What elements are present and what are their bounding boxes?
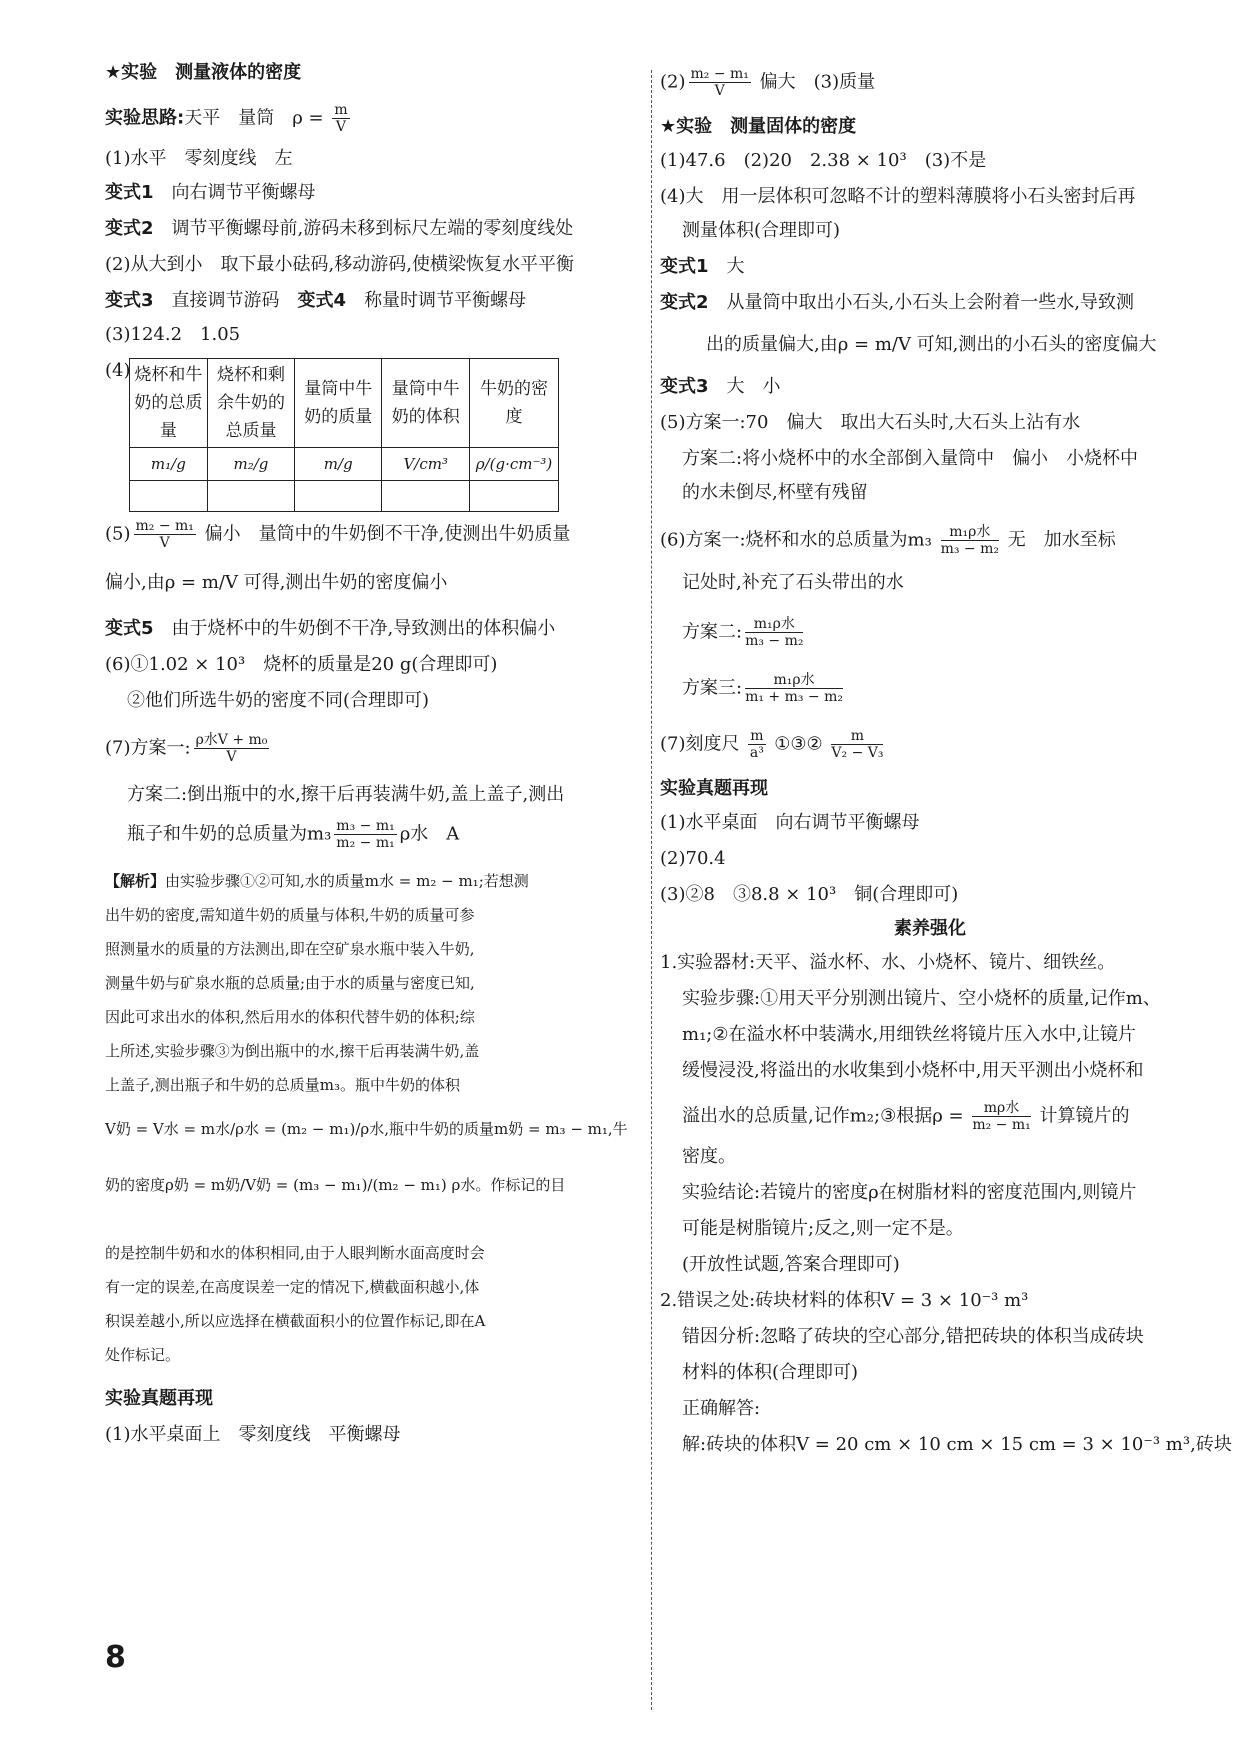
literacy-line: 密度。 (682, 1146, 736, 1167)
table-unit: V/cm³ (382, 448, 470, 481)
answer-line-r9: (5)方案一:70 偏大 取出大石头时,大石头上沾有水 (660, 412, 1081, 433)
column-divider (651, 70, 652, 1710)
experiment-title-liquid: ★实验 测量液体的密度 (105, 62, 302, 83)
page-number: 8 (105, 1640, 126, 1675)
answer-line-1: (1)水平 零刻度线 左 (105, 148, 293, 169)
analysis-line: 上盖子,测出瓶子和牛奶的总质量m₃。瓶中牛奶的体积 (105, 1076, 461, 1094)
data-table (129, 358, 559, 512)
analysis-line: 奶的密度ρ奶 = m奶/V奶 = (m₃ − m₁)/(m₂ − m₁) ρ水。作标记的目 (105, 1176, 566, 1194)
table-unit-row (130, 448, 559, 481)
real-exam-answer: (1)水平桌面 向右调节平衡螺母 (660, 812, 920, 833)
analysis-line: 的是控制牛奶和水的体积相同,由于人眼判断水面高度时会 (105, 1244, 485, 1262)
answer-line-r1: (2) $\frac{\text{m₂ − m₁}}{V}$ 偏大 (3)质量 (660, 66, 876, 99)
variant-5: 变式5 由于烧杯中的牛奶倒不干净,导致测出的体积偏小 (105, 618, 556, 639)
formula-m-over-v: $\frac{m}{V}$ (334, 102, 348, 135)
section-title-real-exam: 实验真题再现 (660, 778, 768, 799)
literacy-line: 2.错误之处:砖块材料的体积V = 3 × 10⁻³ m³ (660, 1290, 1029, 1311)
analysis-line: 积误差越小,所以应选择在横截面积小的位置作标记,即在A (105, 1312, 486, 1330)
variant-1: 变式1 大 (660, 256, 745, 277)
literacy-line: 溢出水的总质量,记作m₂;③根据ρ = $\frac{\text{mρ水}}{\text{m₂ − m₁}}$ 计算镜片的 (682, 1100, 1130, 1133)
analysis-line: 测量牛奶与矿泉水瓶的总质量;由于水的质量与密度已知, (105, 974, 475, 992)
answer-line-r3: (4)大 用一层体积可忽略不计的塑料薄膜将小石头密封后再 (660, 186, 1136, 207)
literacy-line: 正确解答: (682, 1398, 761, 1419)
analysis-line: 上所述,实验步骤③为倒出瓶中的水,擦干后再装满牛奶,盖 (105, 1042, 480, 1060)
literacy-line: 可能是树脂镜片;反之,则一定不是。 (682, 1218, 964, 1239)
answer-line-3: (3)124.2 1.05 (105, 324, 241, 345)
variant-1: 变式1 向右调节平衡螺母 (105, 182, 316, 203)
real-exam-answer: (2)70.4 (660, 848, 726, 869)
variant-3-4: 变式3 直接调节游码 变式4 称量时调节平衡螺母 (105, 290, 527, 311)
literacy-line: 实验结论:若镜片的密度ρ在树脂材料的密度范围内,则镜片 (682, 1182, 1137, 1203)
answer-line-6b: ②他们所选牛奶的密度不同(合理即可) (127, 690, 430, 711)
idea-text: 天平 量筒 ρ = (184, 107, 324, 129)
variant-3: 变式3 大 小 (660, 376, 781, 397)
formula-fraction: $\frac{\text{m₂ − m₁}}{V}$ (690, 66, 749, 99)
analysis-line: 因此可求出水的体积,然后用水的体积代替牛奶的体积;综 (105, 1008, 475, 1026)
literacy-line: m₁;②在溢水杯中装满水,用细铁丝将镜片压入水中,让镜片 (682, 1024, 1136, 1045)
analysis-line: 有一定的误差,在高度误差一定的情况下,横截面积越小,体 (105, 1278, 480, 1296)
answer-line-r11: 的水未倒尽,杯壁有残留 (682, 482, 868, 503)
formula-fraction: $\frac{m}{\text{V₂ − V₃}}$ (831, 728, 884, 761)
literacy-line: 缓慢浸没,将溢出的水收集到小烧杯中,用天平测出小烧杯和 (682, 1060, 1144, 1081)
answer-line-4-label: (4) (105, 360, 131, 381)
experiment-idea (105, 102, 353, 135)
real-exam-answer: (3)②8 ③8.8 × 10³ 铜(合理即可) (660, 884, 959, 905)
analysis-line: 照测量水的质量的方法测出,即在空矿泉水瓶中装入牛奶, (105, 940, 475, 958)
literacy-line: (开放性试题,答案合理即可) (682, 1254, 900, 1275)
idea-label: 实验思路: (105, 107, 185, 129)
table-header: 烧杯和剩余牛奶的总质量 (207, 359, 294, 448)
answer-line-r15: 方案三: $\frac{\text{m₁ρ水}}{\text{m₁ + m₃ − m₂}}$ (682, 672, 844, 705)
answer-line-5: (5) $\frac{\text{m₂ − m₁}}{V}$ 偏小 量筒中的牛奶倒不干净,使测出牛奶质量 (105, 518, 571, 551)
table-header: 牛奶的密度 (470, 359, 559, 448)
experiment-title-solid: ★实验 测量固体的密度 (660, 116, 857, 137)
answer-line-2: (2)从大到小 取下最小砝码,移动游码,使横梁恢复水平平衡 (105, 254, 574, 275)
formula-fraction: $\frac{\text{ρ水V + m₀}}{V}$ (195, 732, 268, 765)
answer-line-r16: (7)刻度尺 $\frac{m}{\text{a³}}$ ①③② $\frac{m}{\text{V₂ − V₃}}$ (660, 728, 884, 761)
answer-line-r14: 方案二: $\frac{\text{m₁ρ水}}{\text{m₃ − m₂}}$ (682, 616, 804, 649)
answer-line-r4: 测量体积(合理即可) (682, 220, 841, 241)
variant-2: 变式2 调节平衡螺母前,游码未移到标尺左端的零刻度线处 (105, 218, 574, 239)
formula-fraction: $\frac{\text{m₁ρ水}}{\text{m₃ − m₂}}$ (745, 616, 804, 649)
literacy-line: 实验步骤:①用天平分别测出镜片、空小烧杯的质量,记作m、 (682, 988, 1161, 1009)
table-unit: m₁/g (130, 448, 208, 481)
table-unit: m₂/g (207, 448, 294, 481)
table-unit: m/g (295, 448, 382, 481)
formula-fraction: $\frac{\text{m₁ρ水}}{\text{m₁ + m₃ − m₂}}$ (745, 672, 844, 705)
answer-line-5b: 偏小,由ρ = m/V 可得,测出牛奶的密度偏小 (105, 572, 448, 593)
table-empty-row (130, 481, 559, 512)
formula-fraction: $\frac{\text{m₂ − m₁}}{V}$ (135, 518, 194, 551)
real-exam-answer-1: (1)水平桌面上 零刻度线 平衡螺母 (105, 1424, 401, 1445)
formula-fraction: $\frac{\text{m₁ρ水}}{\text{m₃ − m₂}}$ (940, 524, 999, 557)
answer-line-r13: 记处时,补充了石头带出的水 (682, 572, 904, 593)
literacy-line: 错因分析:忽略了砖块的空心部分,错把砖块的体积当成砖块 (682, 1326, 1144, 1347)
analysis-line: 处作标记。 (105, 1346, 181, 1364)
variant-2b: 出的质量偏大,由ρ = m/V 可知,测出的小石头的密度偏大 (706, 334, 1157, 355)
analysis-line: 【解析】由实验步骤①②可知,水的质量m水 = m₂ − m₁;若想测 (105, 872, 529, 890)
answer-line-7b: 方案二:倒出瓶中的水,擦干后再装满牛奶,盖上盖子,测出 (127, 784, 565, 805)
answer-line-6: (6)①1.02 × 10³ 烧杯的质量是20 g(合理即可) (105, 654, 498, 675)
variant-2: 变式2 从量筒中取出小石头,小石头上会附着一些水,导致测 (660, 292, 1134, 313)
literacy-line: 解:砖块的体积V = 20 cm × 10 cm × 15 cm = 3 × 10⁻³ m³,砖块 (682, 1434, 1232, 1455)
table-header: 烧杯和牛奶的总质量 (130, 359, 208, 448)
table-header: 量筒中牛奶的体积 (382, 359, 470, 448)
formula-fraction: $\frac{m}{\text{a³}}$ (749, 728, 764, 761)
literacy-line: 材料的体积(合理即可) (682, 1362, 859, 1383)
answer-line-r10: 方案二:将小烧杯中的水全部倒入量筒中 偏小 小烧杯中 (682, 448, 1139, 469)
section-title-literacy: 素养强化 (894, 918, 966, 939)
table-unit: ρ/(g·cm⁻³) (470, 448, 559, 481)
formula-fraction: $\frac{\text{mρ水}}{\text{m₂ − m₁}}$ (972, 1100, 1031, 1133)
literacy-line: 1.实验器材:天平、溢水杯、水、小烧杯、镜片、细铁丝。 (660, 952, 1116, 973)
table-header-row (130, 359, 559, 448)
table-header: 量筒中牛奶的质量 (295, 359, 382, 448)
answer-line-r2: (1)47.6 (2)20 2.38 × 10³ (3)不是 (660, 150, 987, 171)
analysis-line: 出牛奶的密度,需知道牛奶的质量与体积,牛奶的质量可参 (105, 906, 475, 924)
formula-fraction: $\frac{\text{m₃ − m₁}}{\text{m₂ − m₁}}$ (336, 818, 395, 851)
analysis-line: V奶 = V水 = m水/ρ水 = (m₂ − m₁)/ρ水,瓶中牛奶的质量m奶 = m₃ − m₁,牛 (105, 1120, 628, 1138)
answer-line-7: (7)方案一: $\frac{\text{ρ水V + m₀}}{V}$ (105, 732, 268, 765)
answer-line-7c: 瓶子和牛奶的总质量为m₃ $\frac{\text{m₃ − m₁}}{\text{m₂ − m₁}}$ ρ水 A (127, 818, 460, 851)
section-title-real-exam: 实验真题再现 (105, 1388, 213, 1409)
answer-line-r12: (6)方案一:烧杯和水的总质量为m₃ $\frac{\text{m₁ρ水}}{\text{m₃ − m₂}}$ 无 加水至标 (660, 524, 1116, 557)
